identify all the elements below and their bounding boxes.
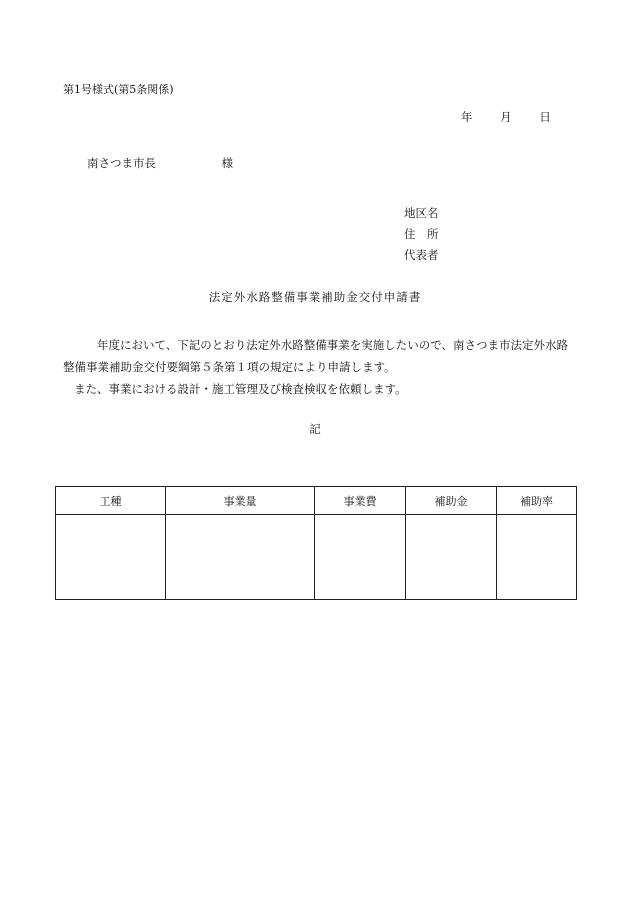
body-paragraph-1: 年度において、下記のとおり法定外水路整備事業を実施したいので、南さつま市法定外水路整備事業補助金交付要綱第５条第１項の規定により申請します。	[63, 338, 569, 374]
cell-subsidy-rate[interactable]	[497, 515, 577, 600]
date-year-label: 年	[461, 110, 473, 124]
body-text	[63, 334, 575, 400]
header-work-type: 工種	[56, 487, 166, 515]
body-paragraph-2: また、事業における設計・施工管理及び検査検収を依頼します。	[74, 382, 407, 396]
header-subsidy-rate: 補助率	[497, 487, 577, 515]
cell-work-type[interactable]	[56, 515, 166, 600]
addressee-honorific: 様	[221, 156, 234, 170]
district-label: 地区名	[404, 206, 439, 220]
ki-heading: 記	[309, 422, 321, 436]
addressee-name: 南さつま市長	[87, 156, 156, 170]
header-work-quantity: 事業量	[166, 487, 315, 515]
form-number: 第1号様式(第5条関係)	[63, 83, 174, 96]
date-line	[461, 112, 551, 124]
header-project-cost: 事業費	[315, 487, 406, 515]
table-row	[56, 515, 577, 600]
table-header-row	[56, 487, 577, 515]
cell-subsidy[interactable]	[406, 515, 497, 600]
application-table	[55, 486, 577, 600]
document-title: 法定外水路整備事業補助金交付申請書	[208, 290, 422, 304]
header-subsidy: 補助金	[406, 487, 497, 515]
cell-work-quantity[interactable]	[166, 515, 315, 600]
representative-label: 代表者	[404, 248, 439, 262]
addressee	[87, 158, 233, 170]
cell-project-cost[interactable]	[315, 515, 406, 600]
applicant-block	[404, 203, 439, 266]
date-month-label: 月	[500, 110, 512, 124]
date-day-label: 日	[539, 110, 551, 124]
address-label: 住 所	[404, 227, 439, 241]
